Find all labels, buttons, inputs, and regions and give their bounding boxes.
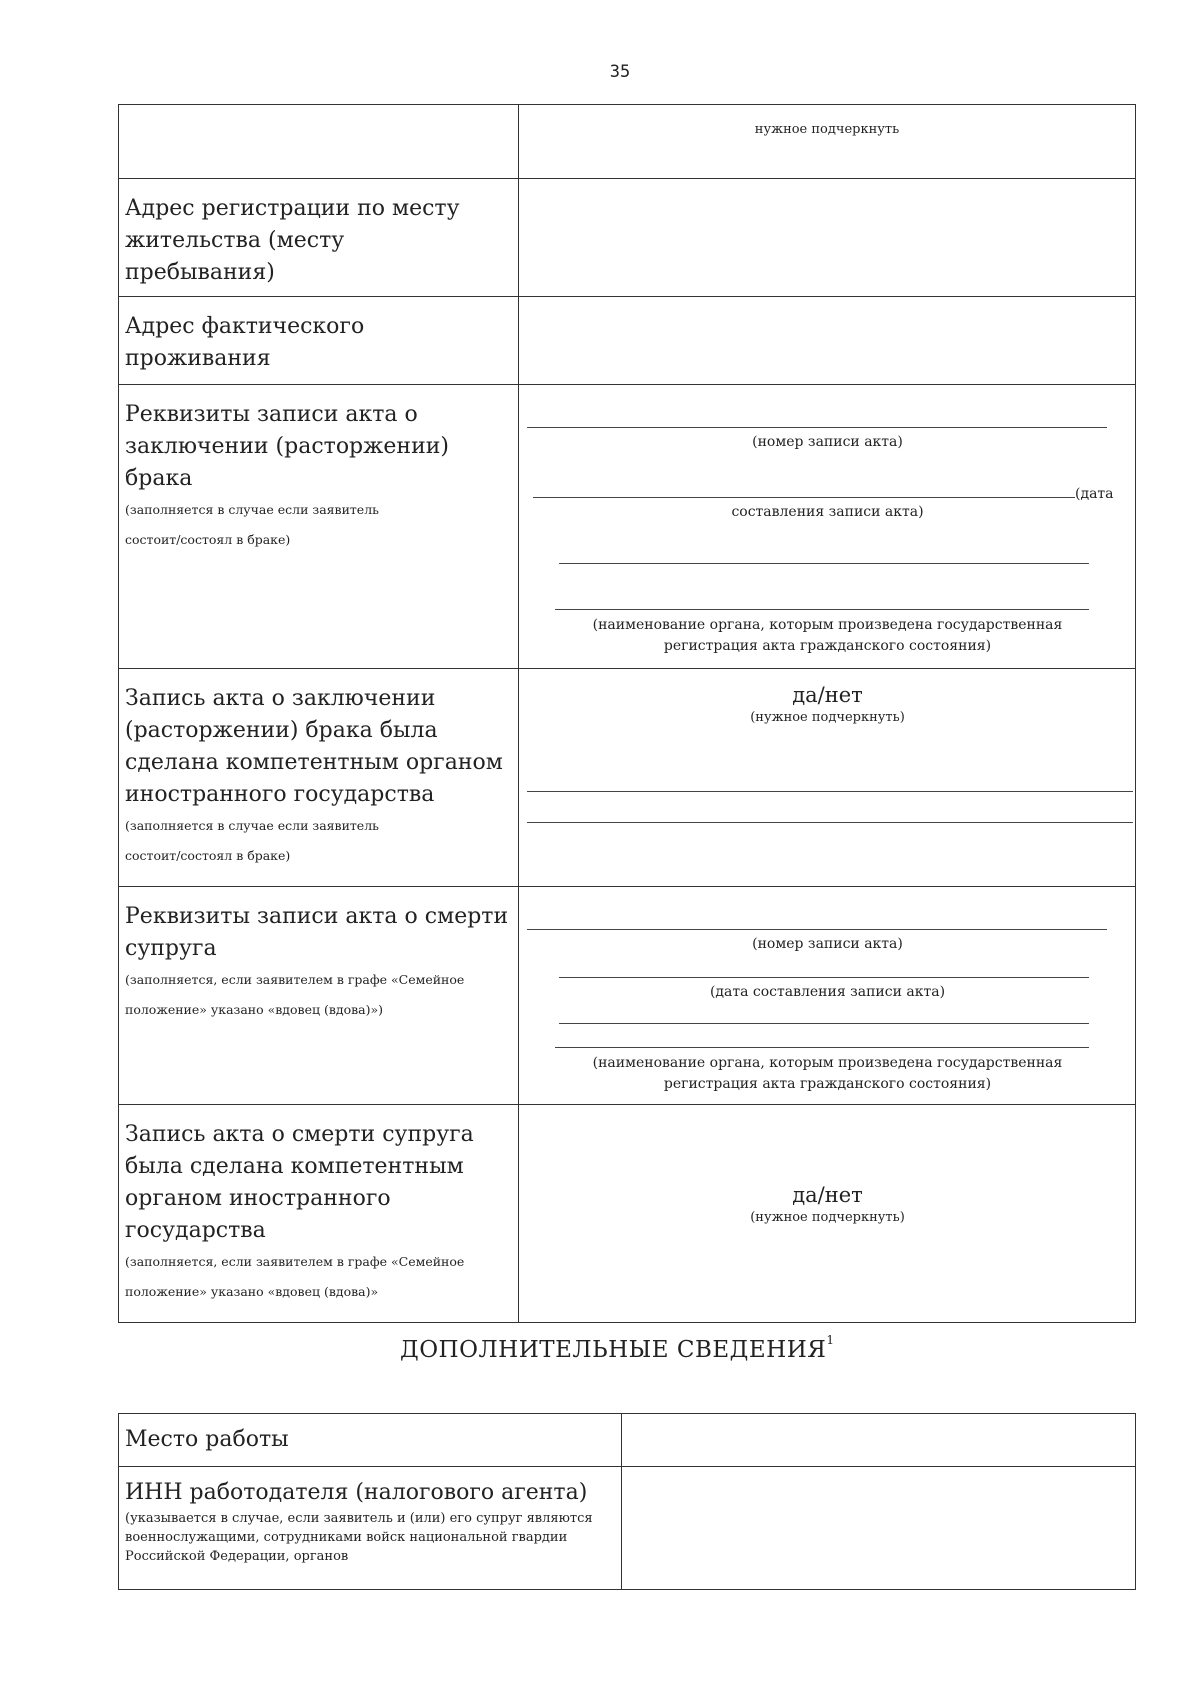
death-record-date-caption: (дата составления записи акта) <box>709 984 946 1000</box>
label-cell <box>119 887 519 1105</box>
value-cell <box>519 105 1136 179</box>
label-cell <box>119 1467 622 1590</box>
employer-inn-note: (указывается в случае, если заявитель и (или) его супруг являются военнослужащими, сотрудниками войск национальной гвардии Российской Федерации, органов <box>125 1511 593 1564</box>
workplace-label: Место работы <box>125 1427 289 1452</box>
form-row-foreign-death-record <box>119 1105 1136 1323</box>
label-cell <box>119 1105 519 1323</box>
foreign-marriage-line-1[interactable] <box>527 791 1133 792</box>
record-date-line[interactable] <box>533 497 1075 498</box>
label-cell <box>119 179 519 297</box>
record-date-caption-end: составления записи акта) <box>731 504 924 520</box>
footnote-marker: 1 <box>826 1333 835 1348</box>
registration-address-label: Адрес регистрации по месту жительства (месту пребывания) <box>125 196 460 285</box>
yes-no-choice[interactable]: да/нет <box>792 683 863 707</box>
marriage-record-note: (заполняется в случае если заявитель состоит/состоял в браке) <box>125 502 379 547</box>
death-authority-line-1[interactable] <box>559 1023 1089 1024</box>
record-number-line[interactable] <box>527 427 1107 428</box>
foreign-marriage-label: Запись акта о заключении (расторжении) брака была сделана компетентным органом иностранного государства <box>125 686 503 807</box>
form-row-underline-note <box>119 105 1136 179</box>
form-row-employer-inn <box>119 1467 1136 1590</box>
death-record-details <box>519 887 1136 1105</box>
actual-address-label: Адрес фактического проживания <box>125 314 365 371</box>
form-row-marriage-record <box>119 385 1136 669</box>
death-record-number-line[interactable] <box>527 929 1107 930</box>
actual-address-field[interactable] <box>519 297 1136 385</box>
label-cell <box>119 669 519 887</box>
workplace-field[interactable] <box>622 1414 1136 1467</box>
page-number: 35 <box>609 62 631 82</box>
record-number-caption: (номер записи акта) <box>752 434 903 450</box>
authority-line-1[interactable] <box>559 563 1089 564</box>
foreign-death-details <box>519 1105 1136 1323</box>
record-date-caption-start: (дата <box>1075 486 1114 502</box>
employer-inn-label: ИНН работодателя (налогового агента) <box>125 1480 588 1505</box>
marriage-record-label: Реквизиты записи акта о заключении (расторжении) брака <box>125 402 449 491</box>
employer-inn-field[interactable] <box>622 1467 1136 1590</box>
death-record-date-line[interactable] <box>559 977 1089 978</box>
foreign-marriage-note: (заполняется в случае если заявитель состоит/состоял в браке) <box>125 818 379 863</box>
death-record-label: Реквизиты записи акта о смерти супруга <box>125 904 509 961</box>
label-cell <box>119 297 519 385</box>
form-row-foreign-marriage-record <box>119 669 1136 887</box>
form-row-registration-address <box>119 179 1136 297</box>
foreign-marriage-details <box>519 669 1136 887</box>
form-row-actual-address <box>119 297 1136 385</box>
empty-label-cell <box>119 105 519 179</box>
yes-no-note: (нужное подчеркнуть) <box>750 710 905 725</box>
application-form-table <box>118 104 1136 1323</box>
authority-line-2[interactable] <box>555 609 1089 610</box>
underline-note: нужное подчеркнуть <box>754 122 900 137</box>
death-record-note: (заполняется, если заявителем в графе «Семейное положение» указано «вдовец (вдова)») <box>125 972 465 1017</box>
death-authority-caption: (наименование органа, которым произведена государственная регистрация акта гражданского состояния) <box>592 1055 1063 1092</box>
form-row-death-record <box>119 887 1136 1105</box>
label-cell <box>119 1414 622 1467</box>
registration-address-field[interactable] <box>519 179 1136 297</box>
foreign-death-note: (заполняется, если заявителем в графе «Семейное положение» указано «вдовец (вдова)» <box>125 1254 465 1299</box>
authority-caption: (наименование органа, которым произведена государственная регистрация акта гражданского состояния) <box>592 617 1063 654</box>
foreign-death-label: Запись акта о смерти супруга была сделана компетентным органом иностранного государства <box>125 1122 474 1243</box>
death-authority-line-2[interactable] <box>555 1047 1089 1048</box>
death-record-number-caption: (номер записи акта) <box>752 936 903 952</box>
form-row-workplace <box>119 1414 1136 1467</box>
yes-no-note: (нужное подчеркнуть) <box>750 1210 905 1225</box>
yes-no-choice[interactable]: да/нет <box>792 1183 863 1207</box>
foreign-marriage-line-2[interactable] <box>527 822 1133 823</box>
additional-info-table <box>118 1413 1136 1590</box>
label-cell <box>119 385 519 669</box>
section-title <box>400 1333 835 1363</box>
section-title-text: ДОПОЛНИТЕЛЬНЫЕ СВЕДЕНИЯ <box>400 1337 827 1363</box>
marriage-record-details <box>519 385 1136 669</box>
